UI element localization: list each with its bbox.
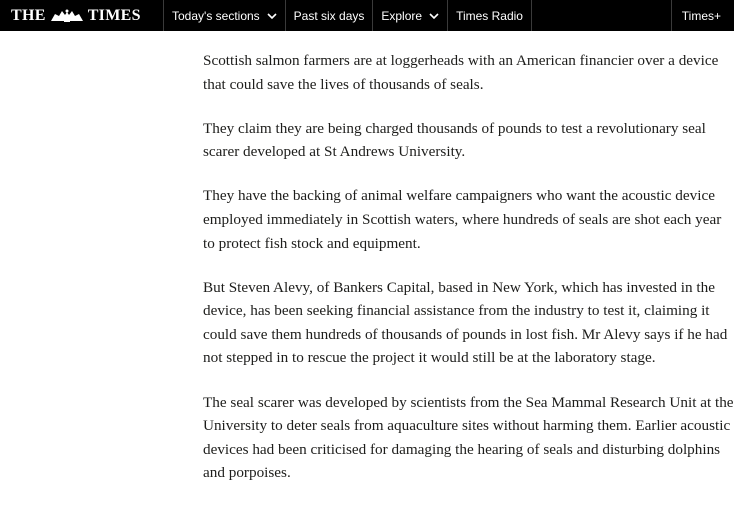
nav-explore[interactable] [373,0,448,31]
nav-label: Times+ [681,8,721,23]
chevron-down-icon [267,13,277,19]
article-paragraph: They have the backing of animal welfare campaigners who want the acoustic device employed immediately in Scottish waters, where hundreds of seals are shot each year to protect fish stock and equipment. [203,187,722,252]
chevron-down-icon [429,13,439,19]
nav-label: Today's sections [172,8,260,23]
article-paragraph: The seal scarer was developed by scientists from the Sea Mammal Research Unit at the University to deter seals from aquaculture sites without harming them. Earlier acoustic devices had been criticised for damaging the hearing of seals and disturbing dolphins and porpoises. [203,393,734,482]
nav-label: Past six days [293,8,365,23]
article-paragraph: They claim they are being charged thousands of pounds to test a revolutionary seal scarer developed at St Andrews University. [203,119,706,161]
times-logo[interactable] [0,0,164,31]
nav-times-plus[interactable] [671,0,734,31]
nav-label: Explore [381,8,423,23]
logo-text-times: TIMES [87,6,141,24]
article-paragraph: But Steven Alevy, of Bankers Capital, based in New York, which has invested in the device, has been seeking financial assistance from the industry to test it, claiming it could save them hundreds of thousands of pounds in lost fish. Mr Alevy says if he had not stepped in to rescue the project it would still be at the laboratory stage. [203,278,728,367]
crest-icon [47,8,87,24]
article-body [203,49,734,505]
article-paragraph: Scottish salmon farmers are at loggerheads with an American financier over a device that could save the lives of thousands of seals. [203,52,719,93]
nav-todays-sections[interactable] [164,0,286,31]
nav-past-six-days[interactable] [286,0,374,31]
nav-times-radio[interactable] [448,0,532,31]
nav-label: Times Radio [456,8,523,23]
top-navigation-bar [0,0,734,31]
nav-spacer [532,0,671,31]
logo-text-the: THE [11,6,46,24]
